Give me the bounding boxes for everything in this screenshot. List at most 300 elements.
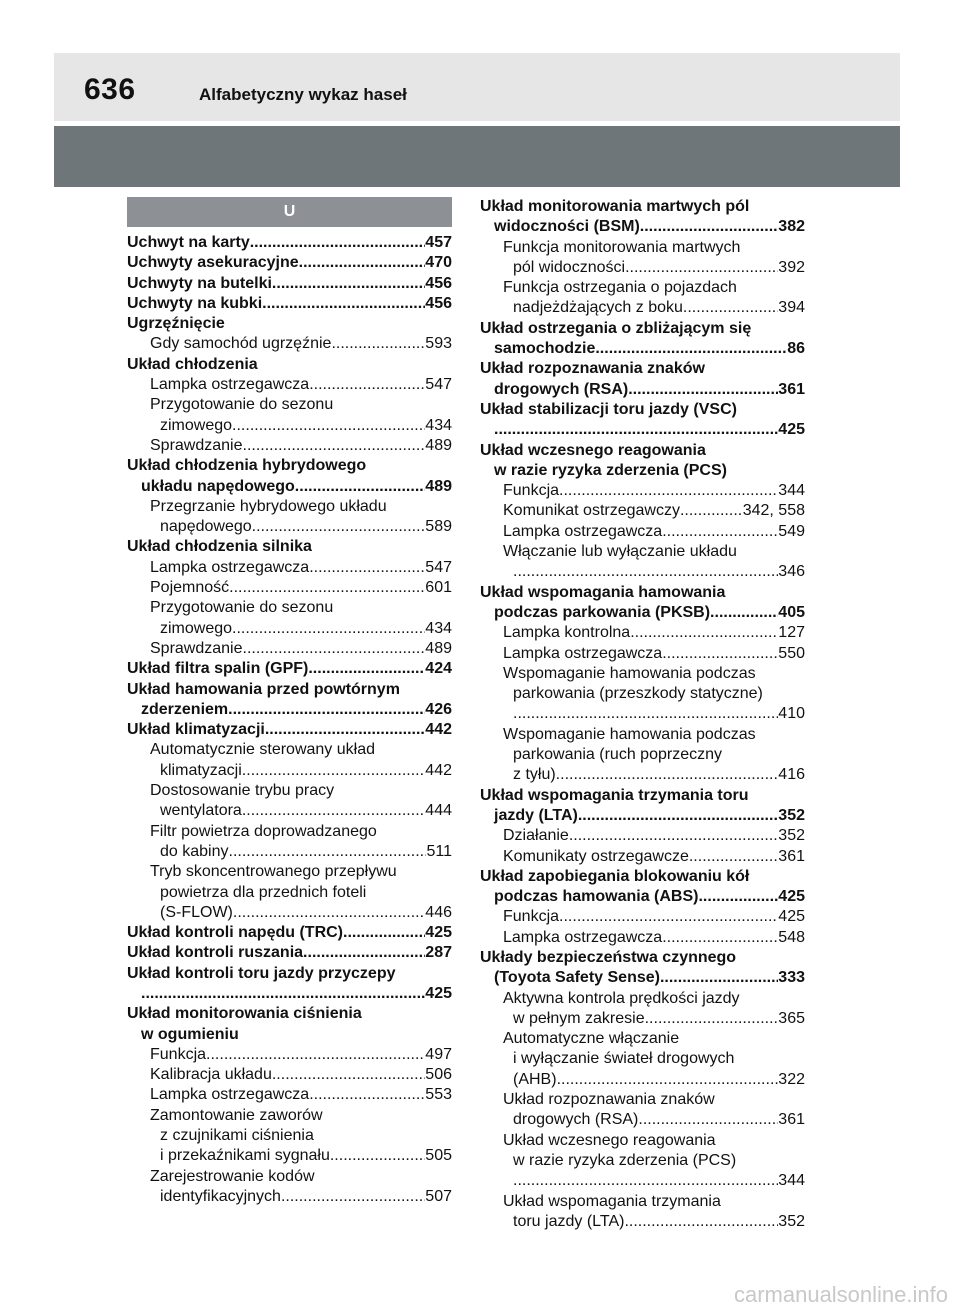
index-page-ref: 547: [425, 376, 452, 394]
leader-dots: [243, 639, 426, 659]
leader-dots: [242, 801, 425, 821]
index-entry: [480, 319, 805, 360]
index-entry-line: [127, 253, 452, 273]
index-entry-text: Aktywna kontrola prędkości jazdy: [503, 989, 740, 1007]
index-entry-text: Funkcja: [503, 482, 560, 500]
index-page-ref: 322: [778, 1070, 805, 1088]
index-entry-line: [127, 659, 452, 679]
page-title: Alfabetyczny wykaz haseł: [199, 85, 407, 104]
index-entry: [480, 583, 805, 624]
leader-dots: [710, 603, 778, 623]
index-entry-line: [480, 217, 805, 237]
index-entry-text: Komunikat ostrzegawczy: [503, 502, 680, 520]
index-entry-text: Układy bezpieczeństwa czynnego: [480, 948, 737, 966]
index-entry-line: [150, 497, 452, 517]
index-entry-line: [503, 989, 805, 1009]
index-entry: [480, 400, 805, 441]
index-entry-line: [503, 1212, 805, 1232]
index-page-ref: 346: [778, 563, 805, 581]
leader-dots: [281, 1187, 425, 1207]
index-entry: [480, 359, 805, 400]
leader-dots: [229, 578, 425, 598]
index-entry-line: [503, 1192, 805, 1212]
index-entry-text: Lampka kontrolna: [503, 624, 631, 642]
index-page-ref: 361: [778, 380, 805, 398]
index-entry-text: parkowania (ruch poprzeczny: [513, 746, 722, 764]
index-entry-line: [150, 781, 452, 801]
leader-dots: [250, 233, 426, 253]
index-page-ref: 506: [425, 1066, 452, 1084]
index-entry-text: Lampka ostrzegawcza: [150, 376, 310, 394]
index-entry-line: [480, 420, 805, 440]
leader-dots: [556, 765, 779, 785]
header-band: [54, 126, 900, 187]
leader-dots: [557, 1070, 779, 1090]
index-entry-text: drogowych (RSA): [494, 380, 629, 398]
index-entry: [480, 786, 805, 827]
index-page-ref: 352: [778, 1212, 805, 1230]
index-entry: [480, 1192, 805, 1233]
index-entry-text: Lampka ostrzegawcza: [503, 644, 663, 662]
index-entry-line: [503, 847, 805, 867]
index-entry-text: Funkcja monitorowania martwych: [503, 238, 741, 256]
leader-dots: [595, 339, 787, 359]
index-entry-line: [150, 883, 452, 903]
index-entry: [127, 274, 452, 294]
index-entry-line: [480, 400, 805, 420]
index-entry-line: [150, 619, 452, 639]
leader-dots: [559, 481, 778, 501]
index-entry-line: [480, 441, 805, 461]
index-entry-line: [480, 968, 805, 988]
index-page-ref: 434: [425, 416, 452, 434]
index-entry-text: Zarejestrowanie kodów: [150, 1167, 315, 1185]
index-entry: [480, 1029, 805, 1090]
leader-dots: [689, 847, 778, 867]
index-page-ref: 127: [778, 624, 805, 642]
leader-dots: [343, 923, 425, 943]
index-entry: [127, 740, 452, 781]
index-entry-text: w razie ryzyka zderzenia (PCS): [494, 461, 727, 479]
index-entry-line: [503, 664, 805, 684]
index-entry-text: i wyłączanie świateł drogowych: [513, 1050, 735, 1068]
index-entry: [127, 497, 452, 538]
index-page-ref: 344: [778, 1172, 805, 1190]
index-page-ref: 456: [425, 294, 452, 312]
index-page-ref: 547: [425, 558, 452, 576]
index-entry-line: [503, 1049, 805, 1069]
index-entry-line: [150, 395, 452, 415]
leader-dots: [625, 258, 778, 278]
index-entry-line: [503, 826, 805, 846]
index-entry: [127, 822, 452, 863]
index-entry: [127, 294, 452, 314]
index-page-ref: 424: [425, 660, 452, 678]
index-page-ref: 442: [425, 761, 452, 779]
index-entry-line: [503, 501, 805, 521]
index-entry-text: i przekaźnikami sygnału: [160, 1147, 330, 1165]
index-entry: [127, 456, 452, 497]
index-entry-text: Układ kontroli toru jazdy przyczepy: [127, 964, 396, 982]
leader-dots: [206, 1045, 425, 1065]
index-entry-text: samochodzie: [494, 340, 596, 358]
index-entry-text: identyfikacyjnych: [160, 1187, 281, 1205]
index-entry-text: Układ chłodzenia hybrydowego: [127, 457, 367, 475]
index-entry-text: Ugrzęźnięcie: [127, 315, 225, 333]
index-entry-line: [150, 1106, 452, 1126]
index-page-ref: 550: [778, 644, 805, 662]
index-entry-text: Układ kontroli ruszania: [127, 944, 304, 962]
index-entry-text: zimowego: [160, 416, 233, 434]
index-entry-text: Układ monitorowania ciśnienia: [127, 1005, 362, 1023]
index-page-ref: 426: [425, 700, 452, 718]
index-page-ref: 497: [425, 1045, 452, 1063]
index-entry: [480, 542, 805, 583]
index-page-ref: 361: [778, 847, 805, 865]
index-page-ref: 392: [778, 258, 805, 276]
index-entry-text: Układ hamowania przed powtórnym: [127, 680, 400, 698]
leader-dots: [662, 644, 778, 664]
index-entry-line: [503, 644, 805, 664]
index-entry: [127, 253, 452, 273]
index-page-ref: 416: [778, 766, 805, 784]
index-entry: [127, 558, 452, 578]
leader-dots: [662, 928, 778, 948]
index-entry-line: [503, 725, 805, 745]
index-entry-line: [150, 822, 452, 842]
index-entry-text: w pełnym zakresie: [513, 1009, 645, 1027]
index-entry: [480, 644, 805, 664]
index-entry-text: Lampka ostrzegawcza: [150, 558, 310, 576]
index-entry-line: [503, 1131, 805, 1151]
index-entry-line: [150, 334, 452, 354]
index-entry-line: [127, 477, 452, 497]
leader-dots: [660, 968, 778, 988]
index-entry-text: z tyłu): [513, 766, 556, 784]
index-entry-line: [480, 197, 805, 217]
index-entry-line: [480, 948, 805, 968]
index-entry-text: Funkcja ostrzegania o pojazdach: [503, 279, 737, 297]
index-entry-text: Automatyczne włączanie: [503, 1030, 680, 1048]
index-page-ref: 489: [425, 477, 452, 495]
index-entry: [127, 537, 452, 557]
leader-dots: [513, 562, 778, 582]
index-page-ref: 457: [425, 234, 452, 251]
index-entry-text: układu napędowego: [141, 477, 295, 495]
index-entry: [480, 522, 805, 542]
index-entry-line: [150, 1167, 452, 1187]
index-entry-line: [127, 1004, 452, 1024]
leader-dots: [232, 619, 425, 639]
index-entry-line: [503, 238, 805, 258]
index-entry-line: [480, 887, 805, 907]
leader-dots: [272, 274, 425, 294]
index-entry: [480, 1131, 805, 1192]
index-entry-line: [480, 867, 805, 887]
index-entry-line: [503, 481, 805, 501]
leader-dots: [513, 704, 778, 724]
index-entry-text: Lampka ostrzegawcza: [503, 522, 663, 540]
index-entry-text: Lampka ostrzegawcza: [150, 1086, 310, 1104]
index-entry-line: [127, 943, 452, 963]
index-entry: [127, 395, 452, 436]
index-entry: [480, 928, 805, 948]
index-entry-text: Sprawdzanie: [150, 639, 243, 657]
index-entry-text: nadjeżdżających z boku: [513, 299, 683, 317]
index-entry-line: [127, 314, 452, 334]
index-entry-line: [480, 461, 805, 481]
index-entry: [480, 664, 805, 725]
index-entry: [480, 623, 805, 643]
index-entry-line: [503, 684, 805, 704]
index-entry-line: [150, 903, 452, 923]
index-entry-text: z czujnikami ciśnienia: [160, 1127, 314, 1145]
leader-dots: [624, 1212, 778, 1232]
index-entry-text: Układ rozpoznawania znaków: [503, 1091, 715, 1109]
leader-dots: [272, 1065, 425, 1085]
index-page-ref: 593: [425, 335, 452, 353]
index-entry-line: [150, 578, 452, 598]
index-entry: [127, 314, 452, 334]
index-page-ref: 425: [778, 421, 805, 439]
leader-dots: [662, 522, 778, 542]
index-page-ref: 470: [425, 254, 452, 272]
index-entry-line: [150, 639, 452, 659]
leader-dots: [262, 294, 425, 314]
index-entry-line: [127, 680, 452, 700]
leader-dots: [569, 826, 778, 846]
index-entry: [480, 826, 805, 846]
leader-dots: [141, 984, 425, 1004]
index-entry-text: drogowych (RSA): [513, 1111, 639, 1129]
leader-dots: [309, 375, 425, 395]
index-entry-text: Kalibracja układu: [150, 1066, 272, 1084]
index-entry-text: napędowego: [160, 518, 252, 536]
index-entry-text: zimowego: [160, 619, 233, 637]
index-entry-line: [503, 542, 805, 562]
index-page-ref: 344: [778, 482, 805, 500]
index-entry-text: wentylatora: [160, 802, 242, 820]
index-entry-text: parkowania (przeszkody statyczne): [513, 685, 763, 703]
index-entry-text: Funkcja: [150, 1045, 207, 1063]
leader-dots: [252, 517, 426, 537]
index-entry-line: [503, 278, 805, 298]
index-entry-line: [150, 1045, 452, 1065]
index-entry: [480, 948, 805, 989]
index-entry: [127, 1045, 452, 1065]
index-entry-line: [127, 1025, 452, 1045]
index-page-ref: 410: [778, 705, 805, 723]
index-entry-line: [127, 294, 452, 314]
index-entry-line: [503, 522, 805, 542]
leader-dots: [330, 1146, 425, 1166]
index-entry-line: [150, 517, 452, 537]
index-entry-text: Układ chłodzenia silnika: [127, 538, 312, 556]
index-column-right: [480, 197, 805, 1232]
index-entry-text: Układ wczesnego reagowania: [480, 441, 706, 459]
index-entry: [127, 659, 452, 679]
index-entry-line: [150, 1187, 452, 1207]
index-entry-text: pól widoczności: [513, 258, 626, 276]
index-entry-text: powietrza dla przednich foteli: [160, 883, 367, 901]
index-entry-line: [503, 1009, 805, 1029]
watermark: carmanualsonline.info: [733, 1282, 948, 1307]
index-entry-line: [503, 298, 805, 318]
index-entry-text: (Toyota Safety Sense): [494, 969, 660, 987]
leader-dots: [559, 907, 778, 927]
index-entry-line: [127, 355, 452, 375]
index-page-ref: 511: [426, 842, 452, 860]
index-entry-text: w razie ryzyka zderzenia (PCS): [513, 1151, 737, 1169]
index-entry-line: [503, 928, 805, 948]
index-column-left: [127, 197, 452, 1207]
leader-dots: [331, 334, 425, 354]
index-page-ref: 365: [778, 1009, 805, 1027]
index-page-ref: 394: [778, 299, 805, 317]
index-entry-text: Gdy samochód ugrzęźnie: [150, 335, 332, 353]
leader-dots: [698, 887, 778, 907]
leader-dots: [265, 720, 425, 740]
index-entry-text: Układ wspomagania trzymania: [503, 1192, 721, 1210]
leader-dots: [628, 380, 778, 400]
index-page-ref: 446: [425, 903, 452, 921]
index-entry-text: klimatyzacji: [160, 761, 242, 779]
index-entry-text: Uchwyty na kubki: [127, 294, 263, 312]
leader-dots: [243, 436, 426, 456]
index-entry-line: [503, 907, 805, 927]
index-page-ref: 553: [425, 1086, 452, 1104]
index-entry-line: [503, 1029, 805, 1049]
index-entry: [127, 1085, 452, 1105]
index-entry-text: Pojemność: [150, 579, 230, 597]
index-entry-text: Tryb skoncentrowanego przepływu: [150, 863, 397, 881]
index-entry-text: Układ filtra spalin (GPF): [127, 660, 309, 678]
page-number: 636: [84, 73, 136, 106]
index-page-ref: 425: [425, 924, 452, 942]
index-entry-text: Uchwyt na karty: [127, 234, 250, 251]
index-entry-line: [503, 562, 805, 582]
index-entry-line: [503, 1151, 805, 1171]
leader-dots: [578, 806, 778, 826]
index-entry-text: Automatycznie sterowany układ: [150, 741, 375, 759]
index-entry-text: Działanie: [503, 827, 569, 845]
index-entry: [480, 238, 805, 279]
index-entry-text: do kabiny: [160, 842, 229, 860]
index-page-ref: 382: [778, 218, 805, 236]
index-entry: [127, 1065, 452, 1085]
index-page-ref: 86: [787, 340, 805, 358]
index-entry: [127, 781, 452, 822]
index-entry-line: [127, 537, 452, 557]
index-entry-text: Układ wspomagania trzymania toru: [480, 786, 749, 804]
index-entry-line: [150, 1085, 452, 1105]
leader-dots: [295, 477, 426, 497]
index-entry-line: [503, 765, 805, 785]
index-page-ref: 425: [425, 984, 452, 1002]
index-entry-text: widoczności (BSM): [494, 218, 640, 236]
index-page-ref: 425: [778, 888, 805, 906]
index-entry: [480, 197, 805, 238]
index-entry: [127, 436, 452, 456]
index-entry-text: Filtr powietrza doprowadzanego: [150, 822, 377, 840]
index-entry-text: Wspomaganie hamowania podczas: [503, 725, 756, 743]
index-entry-text: Uchwyty asekuracyjne: [127, 254, 299, 272]
index-page-ref: 456: [425, 274, 452, 292]
index-entry-line: [480, 339, 805, 359]
leader-dots: [683, 298, 778, 318]
index-entry: [480, 1090, 805, 1131]
index-page-ref: 442: [425, 721, 452, 739]
index-entry: [480, 847, 805, 867]
index-entry-text: Włączanie lub wyłączanie układu: [503, 543, 737, 561]
index-entry-line: [503, 704, 805, 724]
index-page-ref: 444: [425, 802, 452, 820]
index-entry-line: [150, 375, 452, 395]
index-entry-line: [480, 380, 805, 400]
index-entry: [127, 943, 452, 963]
index-entry-line: [503, 745, 805, 765]
index-page-ref: 361: [778, 1111, 805, 1129]
index-entry: [127, 680, 452, 721]
index-entry-text: Układ ostrzegania o zbliżającym się: [480, 319, 752, 337]
leader-dots: [638, 1110, 778, 1130]
index-entry-line: [127, 923, 452, 943]
index-entry-line: [503, 1110, 805, 1130]
index-entry-line: [480, 583, 805, 603]
index-entry-text: Lampka ostrzegawcza: [503, 928, 663, 946]
index-entry-line: [127, 700, 452, 720]
index-entry: [127, 598, 452, 639]
index-entry-line: [503, 1090, 805, 1110]
index-entry-text: Układ stabilizacji toru jazdy (VSC): [480, 400, 737, 418]
index-entry: [480, 441, 805, 482]
index-entries-right: [480, 197, 805, 1232]
index-entry: [480, 725, 805, 786]
leader-dots: [309, 1085, 425, 1105]
index-entry-text: (AHB): [513, 1070, 557, 1088]
index-entry-text: w ogumieniu: [141, 1025, 239, 1043]
leader-dots: [645, 1009, 779, 1029]
leader-dots: [494, 420, 778, 440]
index-entry-text: jazdy (LTA): [494, 806, 578, 824]
index-entry: [480, 278, 805, 319]
index-entry-line: [127, 233, 452, 253]
index-entry: [127, 1167, 452, 1208]
leader-dots: [308, 659, 425, 679]
index-entry-line: [480, 806, 805, 826]
index-entries-left: [127, 233, 452, 1207]
index-entry: [480, 867, 805, 908]
leader-dots: [232, 416, 425, 436]
index-entry: [127, 578, 452, 598]
index-page-ref: 601: [425, 579, 452, 597]
leader-dots: [299, 253, 426, 273]
index-entry: [127, 964, 452, 1005]
index-entry-line: [150, 801, 452, 821]
index-entry: [480, 481, 805, 501]
page-header: [54, 53, 900, 121]
index-entry: [127, 923, 452, 943]
index-page-ref: 333: [778, 969, 805, 987]
leader-dots: [303, 943, 425, 963]
index-page-ref: 434: [425, 619, 452, 637]
index-page-ref: 589: [425, 518, 452, 536]
leader-dots: [229, 842, 427, 862]
index-page-ref: 548: [778, 928, 805, 946]
index-entry-text: Sprawdzanie: [150, 436, 243, 454]
index-entry-text: zderzeniem: [141, 700, 229, 718]
leader-dots: [309, 558, 425, 578]
